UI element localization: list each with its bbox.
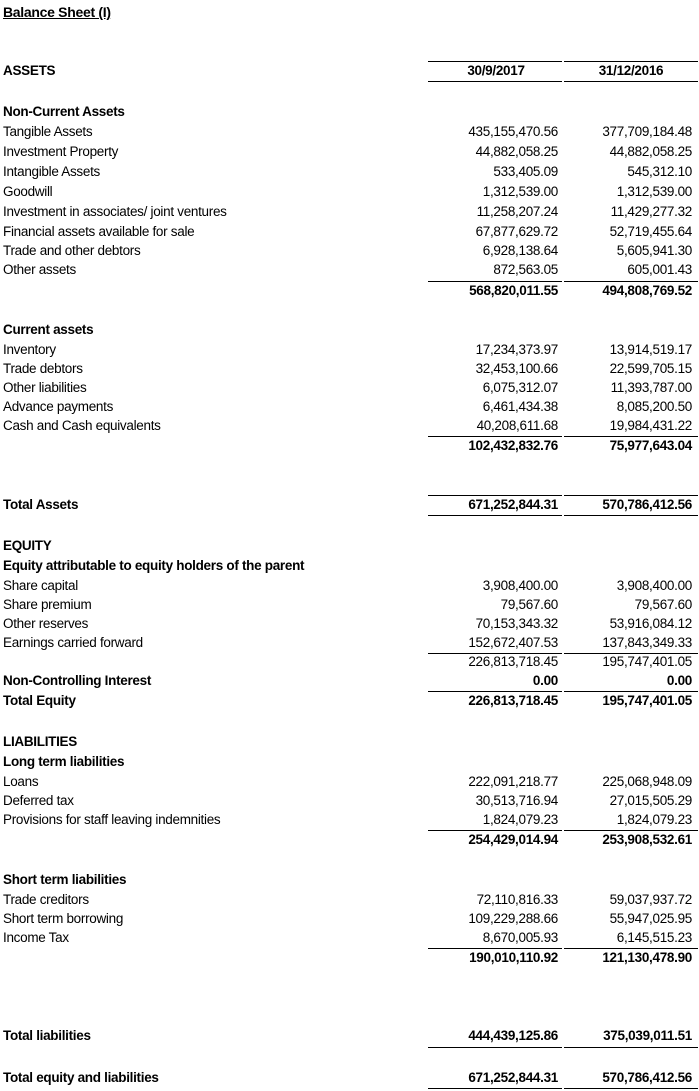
row-label: Short term borrowing — [3, 911, 124, 926]
value-2017: 222,091,218.77 — [468, 774, 558, 789]
non-current-assets-heading: Non-Current Assets — [3, 104, 125, 119]
row-label: Advance payments — [3, 399, 114, 414]
table-row — [0, 361, 699, 380]
row-label: Non-Controlling Interest — [3, 673, 152, 688]
value-2016: 11,393,787.00 — [610, 380, 692, 395]
value-2016: 8,085,200.50 — [616, 399, 692, 414]
row-label: Earnings carried forward — [3, 635, 143, 650]
value-2016: 13,914,519.17 — [609, 342, 692, 357]
row-label: Investment in associates/ joint ventures — [3, 204, 227, 219]
table-row — [0, 793, 699, 812]
nci-row — [0, 673, 699, 692]
short-term-liabilities-heading: Short term liabilities — [3, 872, 127, 887]
subtotal-row — [0, 950, 699, 969]
row-label: Investment Property — [3, 144, 119, 159]
subtotal-2017: 102,432,832.76 — [468, 438, 558, 453]
header-top-rule — [564, 61, 698, 62]
table-row — [0, 124, 699, 143]
value-2016: 1,312,539.00 — [616, 184, 692, 199]
subtotal-row — [0, 438, 699, 457]
total-liabilities-row — [0, 1028, 699, 1047]
value-2016: 19,984,431.22 — [609, 418, 692, 433]
row-label: Cash and Cash equivalents — [3, 418, 161, 433]
value-2017: 444,439,125.86 — [468, 1028, 558, 1043]
value-2017: 40,208,611.68 — [476, 418, 558, 433]
document-title: Balance Sheet (I) — [3, 4, 111, 20]
value-2017: 671,252,844.31 — [468, 497, 558, 512]
value-2016: 225,068,948.09 — [602, 774, 692, 789]
value-2017: 79,567.60 — [500, 597, 558, 612]
value-2017: 1,312,539.00 — [482, 184, 558, 199]
total-top-rule — [428, 495, 562, 496]
value-2017: 8,670,005.93 — [482, 930, 558, 945]
value-2016: 570,786,412.56 — [602, 1070, 692, 1085]
subtotal-rule — [428, 691, 562, 692]
table-row — [0, 144, 699, 163]
value-2017: 6,075,312.07 — [482, 380, 558, 395]
row-label: Total Equity — [3, 693, 76, 708]
subtotal-2017: 568,820,011.55 — [469, 283, 558, 298]
row-label: Financial assets available for sale — [3, 224, 195, 239]
value-2016: 0.00 — [666, 673, 692, 688]
value-2016: 3,908,400.00 — [616, 578, 692, 593]
value-2017: 0.00 — [532, 673, 558, 688]
total-assets-row — [0, 497, 699, 516]
row-label: Total liabilities — [3, 1028, 91, 1043]
section-heading-row — [0, 754, 699, 773]
value-2016: 545,312.10 — [627, 164, 692, 179]
value-2017: 152,672,407.53 — [468, 635, 558, 650]
value-2016: 11,429,277.32 — [610, 204, 692, 219]
value-2016: 52,719,455.64 — [609, 224, 692, 239]
subtotal-2017: 226,813,718.45 — [468, 654, 558, 669]
value-2016: 375,039,011.51 — [603, 1028, 692, 1043]
value-2017: 6,928,138.64 — [482, 243, 558, 258]
table-row — [0, 597, 699, 616]
table-row — [0, 774, 699, 793]
subtotal-rule — [564, 281, 698, 282]
header-bottom-rule — [564, 81, 698, 82]
column-header-2016: 31/12/2016 — [598, 63, 664, 78]
table-row — [0, 184, 699, 203]
value-2017: 32,453,100.66 — [475, 361, 558, 376]
total-bottom-rule — [564, 515, 698, 516]
value-2016: 137,843,349.33 — [602, 635, 692, 650]
table-row — [0, 380, 699, 399]
subtotal-2016: 195,747,401.05 — [602, 654, 692, 669]
value-2016: 22,599,705.15 — [609, 361, 692, 376]
column-header-2017: 30/9/2017 — [467, 63, 525, 78]
row-label: Intangible Assets — [3, 164, 100, 179]
row-label: Income Tax — [3, 930, 69, 945]
value-2017: 17,234,373.97 — [475, 342, 558, 357]
table-row — [0, 892, 699, 911]
subtotal-row — [0, 832, 699, 851]
subtotal-rule — [428, 830, 562, 831]
subtotal-2017: 254,429,014.94 — [468, 832, 558, 847]
table-row — [0, 164, 699, 183]
row-label: Inventory — [3, 342, 56, 357]
table-row — [0, 224, 699, 243]
equity-heading: EQUITY — [3, 538, 52, 553]
long-term-liabilities-heading: Long term liabilities — [3, 754, 125, 769]
section-heading-row — [0, 104, 699, 123]
table-row — [0, 812, 699, 831]
table-row — [0, 342, 699, 361]
row-label: Loans — [3, 774, 39, 789]
row-label: Trade and other debtors — [3, 243, 141, 258]
value-2017: 1,824,079.23 — [482, 812, 558, 827]
value-2017: 11,258,207.24 — [476, 204, 558, 219]
subtotal-2016: 253,908,532.61 — [602, 832, 692, 847]
value-2016: 53,916,084.12 — [609, 616, 692, 631]
value-2017: 435,155,470.56 — [468, 124, 558, 139]
value-2016: 44,882,058.25 — [609, 144, 692, 159]
assets-heading: ASSETS — [3, 63, 56, 78]
subtotal-2016: 494,808,769.52 — [602, 283, 692, 298]
subtotal-rule — [428, 281, 562, 282]
value-2016: 55,947,025.95 — [609, 911, 692, 926]
row-label: Other liabilities — [3, 380, 87, 395]
row-label: Deferred tax — [3, 793, 74, 808]
total-top-rule — [564, 495, 698, 496]
section-heading-row — [0, 872, 699, 891]
value-2017: 109,229,288.66 — [468, 911, 558, 926]
table-row — [0, 399, 699, 418]
total-bottom-rule — [428, 515, 562, 516]
section-heading-row — [0, 734, 699, 753]
subtotal-rule — [564, 830, 698, 831]
row-label: Share premium — [3, 597, 92, 612]
row-label: Provisions for staff leaving indemnities — [3, 812, 221, 827]
table-row — [0, 635, 699, 654]
table-row — [0, 262, 699, 281]
equity-subheading: Equity attributable to equity holders of the parent — [3, 558, 305, 573]
table-row — [0, 578, 699, 597]
subtotal-rule — [564, 691, 698, 692]
subtotal-2016: 121,130,478.90 — [602, 950, 692, 965]
value-2016: 59,037,937.72 — [609, 892, 692, 907]
row-label: Goodwill — [3, 184, 53, 199]
column-header-row — [0, 63, 699, 82]
section-heading-row — [0, 558, 699, 577]
value-2017: 30,513,716.94 — [475, 793, 558, 808]
subtotal-2016: 75,977,643.04 — [609, 438, 692, 453]
row-label: Trade debtors — [3, 361, 83, 376]
table-row — [0, 911, 699, 930]
value-2017: 226,813,718.45 — [468, 693, 558, 708]
row-label: Total equity and liabilities — [3, 1070, 159, 1085]
value-2016: 79,567.60 — [634, 597, 692, 612]
value-2017: 6,461,434.38 — [482, 399, 558, 414]
total-bottom-rule — [564, 1047, 698, 1048]
value-2017: 67,877,629.72 — [475, 224, 558, 239]
total-equity-row — [0, 693, 699, 712]
subtotal-rule — [428, 948, 562, 949]
value-2016: 27,015,505.29 — [609, 793, 692, 808]
subtotal-rule — [564, 948, 698, 949]
section-heading-row — [0, 538, 699, 557]
table-row — [0, 204, 699, 223]
row-label: Other reserves — [3, 616, 89, 631]
value-2016: 195,747,401.05 — [602, 693, 692, 708]
total-equity-liabilities-row — [0, 1070, 699, 1089]
total-bottom-rule — [564, 1088, 698, 1089]
value-2017: 72,110,816.33 — [476, 892, 558, 907]
table-row — [0, 243, 699, 262]
subtotal-row — [0, 283, 699, 302]
value-2017: 671,252,844.31 — [468, 1070, 558, 1085]
value-2016: 1,824,079.23 — [616, 812, 692, 827]
value-2016: 6,145,515.23 — [616, 930, 692, 945]
subtotal-rule — [428, 436, 562, 437]
value-2017: 70,153,343.32 — [475, 616, 558, 631]
value-2017: 3,908,400.00 — [482, 578, 558, 593]
row-label: Total Assets — [3, 497, 79, 512]
value-2017: 872,563.05 — [493, 262, 558, 277]
row-label: Other assets — [3, 262, 76, 277]
subtotal-2017: 190,010,110.92 — [469, 950, 558, 965]
value-2016: 377,709,184.48 — [602, 124, 692, 139]
table-row — [0, 418, 699, 437]
value-2017: 44,882,058.25 — [475, 144, 558, 159]
table-row — [0, 616, 699, 635]
total-bottom-rule — [428, 1047, 562, 1048]
header-top-rule — [428, 61, 562, 62]
value-2017: 533,405.09 — [493, 164, 558, 179]
subtotal-rule — [564, 436, 698, 437]
value-2016: 5,605,941.30 — [616, 243, 692, 258]
liabilities-heading: LIABILITIES — [3, 734, 77, 749]
total-bottom-rule — [428, 1088, 562, 1089]
header-bottom-rule — [428, 81, 562, 82]
value-2016: 570,786,412.56 — [602, 497, 692, 512]
table-row — [0, 930, 699, 949]
subtotal-row — [0, 654, 699, 673]
value-2016: 605,001.43 — [627, 262, 692, 277]
current-assets-heading: Current assets — [3, 322, 94, 337]
row-label: Share capital — [3, 578, 78, 593]
section-heading-row — [0, 322, 699, 341]
row-label: Tangible Assets — [3, 124, 93, 139]
row-label: Trade creditors — [3, 892, 89, 907]
